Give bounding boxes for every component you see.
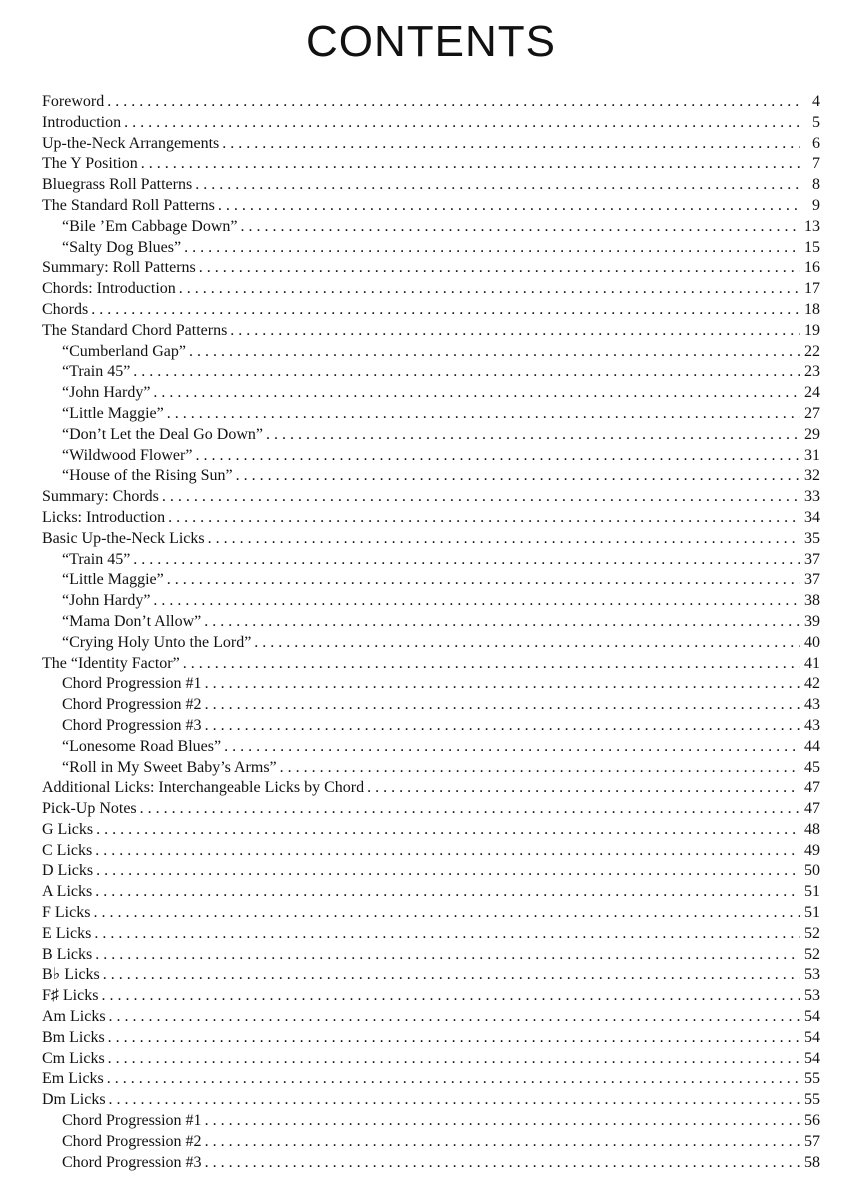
dot-leader — [167, 570, 800, 591]
toc-entry-page-number: 34 — [804, 508, 820, 526]
dot-leader — [183, 654, 800, 675]
toc-entry-page-number: 18 — [804, 300, 820, 318]
toc-entry — [42, 612, 820, 633]
toc-entry-label: Chords: Introduction — [42, 280, 176, 298]
toc-entry — [42, 196, 820, 217]
toc-entry — [42, 383, 820, 404]
toc-entry-label: Basic Up-the-Neck Licks — [42, 529, 205, 547]
toc-entry-label: F♯ Licks — [42, 987, 99, 1005]
toc-entry-page-number: 43 — [804, 716, 820, 734]
dot-leader — [236, 466, 800, 487]
toc-entry-page-number: 22 — [804, 342, 820, 360]
dot-leader — [254, 633, 800, 654]
dot-leader — [141, 154, 800, 175]
toc-entry-label: Chord Progression #3 — [62, 1153, 202, 1171]
toc-entry — [42, 1007, 820, 1028]
toc-entry-page-number: 6 — [812, 134, 820, 152]
toc-entry-page-number: 4 — [812, 93, 820, 110]
toc-entry — [42, 1049, 820, 1070]
toc-entry-page-number: 50 — [804, 862, 820, 880]
toc-entry — [42, 279, 820, 300]
toc-entry-label: “Wildwood Flower” — [62, 446, 193, 464]
toc-entry-label: “Bile ’Em Cabbage Down” — [62, 217, 238, 235]
dot-leader — [103, 965, 800, 986]
dot-leader — [204, 612, 800, 633]
toc-entry — [42, 446, 820, 467]
dot-leader — [195, 446, 800, 467]
toc-entry-page-number: 7 — [812, 155, 820, 173]
dot-leader — [184, 238, 800, 259]
toc-entry-page-number: 42 — [804, 675, 820, 693]
toc-entry — [42, 716, 820, 737]
toc-entry-page-number: 49 — [804, 841, 820, 859]
toc-entry-page-number: 17 — [804, 280, 820, 298]
page-title: CONTENTS — [306, 17, 556, 66]
toc-entry-label: “Little Maggie” — [62, 404, 164, 422]
toc-entry-page-number: 54 — [804, 1008, 820, 1026]
dot-leader — [205, 695, 800, 716]
toc-entry — [42, 1132, 820, 1153]
dot-leader — [107, 1069, 800, 1090]
toc-entry — [42, 175, 820, 196]
dot-leader — [107, 92, 800, 113]
dot-leader — [179, 279, 800, 300]
toc-entry-page-number: 27 — [804, 404, 820, 422]
toc-entry-page-number: 39 — [804, 612, 820, 630]
toc-entry — [42, 861, 820, 882]
toc-entry-page-number: 52 — [804, 924, 820, 942]
toc-entry — [42, 529, 820, 550]
toc-entry-page-number: 47 — [804, 800, 820, 818]
toc-entry — [42, 737, 820, 758]
toc-entry-label: B♭ Licks — [42, 966, 100, 984]
toc-entry-page-number: 54 — [804, 1049, 820, 1067]
table-of-contents — [42, 92, 820, 1173]
dot-leader — [224, 737, 800, 758]
dot-leader — [133, 362, 800, 383]
toc-entry-label: C Licks — [42, 841, 93, 859]
toc-entry-page-number: 24 — [804, 384, 820, 402]
toc-entry-page-number: 44 — [804, 737, 820, 755]
toc-entry — [42, 695, 820, 716]
dot-leader — [280, 758, 800, 779]
toc-entry-label: The Standard Roll Patterns — [42, 196, 215, 214]
toc-entry-page-number: 58 — [804, 1153, 820, 1171]
toc-entry-label: Bluegrass Roll Patterns — [42, 176, 193, 194]
dot-leader — [91, 300, 800, 321]
dot-leader — [199, 258, 800, 279]
toc-entry — [42, 466, 820, 487]
dot-leader — [94, 924, 800, 945]
toc-entry-label: Licks: Introduction — [42, 508, 166, 526]
toc-entry-page-number: 15 — [804, 238, 820, 256]
toc-entry — [42, 799, 820, 820]
toc-entry-label: Chord Progression #3 — [62, 716, 202, 734]
toc-entry-label: Chord Progression #1 — [62, 1112, 202, 1130]
dot-leader — [230, 321, 800, 342]
toc-entry — [42, 300, 820, 321]
dot-leader — [109, 1090, 800, 1111]
dot-leader — [108, 1049, 800, 1070]
dot-leader — [266, 425, 800, 446]
toc-entry-label: Bm Licks — [42, 1028, 105, 1046]
toc-entry — [42, 258, 820, 279]
dot-leader — [222, 134, 800, 155]
toc-entry-label: “Cumberland Gap” — [62, 342, 186, 360]
toc-entry — [42, 570, 820, 591]
toc-entry-page-number: 32 — [804, 467, 820, 485]
toc-entry — [42, 362, 820, 383]
toc-entry-label: Em Licks — [42, 1070, 104, 1088]
toc-entry-label: The Standard Chord Patterns — [42, 321, 228, 339]
toc-entry — [42, 1153, 820, 1174]
toc-entry-label: Introduction — [42, 113, 122, 131]
toc-entry-page-number: 35 — [804, 529, 820, 547]
dot-leader — [167, 404, 800, 425]
toc-entry — [42, 924, 820, 945]
toc-entry-label: “Train 45” — [62, 363, 131, 381]
toc-entry — [42, 1090, 820, 1111]
toc-entry — [42, 321, 820, 342]
toc-entry — [42, 945, 820, 966]
toc-entry-label: D Licks — [42, 862, 94, 880]
toc-entry-label: “Roll in My Sweet Baby’s Arms” — [62, 758, 277, 776]
toc-entry — [42, 217, 820, 238]
toc-entry-label: Chord Progression #2 — [62, 1132, 202, 1150]
dot-leader — [93, 903, 800, 924]
toc-entry — [42, 965, 820, 986]
toc-entry-label: Pick-Up Notes — [42, 800, 137, 818]
toc-entry — [42, 1069, 820, 1090]
dot-leader — [101, 986, 800, 1007]
dot-leader — [153, 591, 800, 612]
toc-entry — [42, 674, 820, 695]
toc-entry — [42, 1028, 820, 1049]
dot-leader — [96, 820, 800, 841]
toc-entry-label: “Little Maggie” — [62, 571, 164, 589]
toc-entry-label: Foreword — [42, 93, 105, 110]
dot-leader — [205, 674, 800, 695]
toc-entry-page-number: 51 — [804, 883, 820, 901]
toc-entry-label: Up-the-Neck Arrangements — [42, 134, 220, 152]
dot-leader — [108, 1028, 800, 1049]
dot-leader — [168, 508, 800, 529]
toc-entry-page-number: 53 — [804, 966, 820, 984]
toc-entry-label: A Licks — [42, 883, 93, 901]
toc-entry — [42, 92, 820, 113]
dot-leader — [195, 175, 800, 196]
dot-leader — [133, 550, 800, 571]
toc-entry-label: B Licks — [42, 945, 93, 963]
toc-entry-label: Chords — [42, 300, 89, 318]
toc-entry — [42, 591, 820, 612]
toc-entry-label: Additional Licks: Interchangeable Licks by Chord — [42, 779, 365, 797]
toc-entry-label: F Licks — [42, 904, 91, 922]
toc-entry — [42, 1111, 820, 1132]
toc-entry — [42, 654, 820, 675]
toc-entry-page-number: 19 — [804, 321, 820, 339]
dot-leader — [95, 882, 800, 903]
toc-entry-label: G Licks — [42, 820, 94, 838]
toc-entry — [42, 238, 820, 259]
toc-entry-page-number: 38 — [804, 592, 820, 610]
toc-entry-page-number: 54 — [804, 1028, 820, 1046]
toc-entry-label: “Mama Don’t Allow” — [62, 612, 202, 630]
toc-entry-page-number: 37 — [804, 550, 820, 568]
toc-entry-page-number: 53 — [804, 987, 820, 1005]
dot-leader — [367, 778, 800, 799]
toc-entry-page-number: 45 — [804, 758, 820, 776]
toc-entry-label: Am Licks — [42, 1008, 106, 1026]
toc-entry-label: “John Hardy” — [62, 384, 151, 402]
toc-entry-page-number: 43 — [804, 696, 820, 714]
toc-entry — [42, 508, 820, 529]
toc-entry-label: The “Identity Factor” — [42, 654, 180, 672]
toc-entry-page-number: 40 — [804, 633, 820, 651]
toc-entry-page-number: 5 — [812, 113, 820, 131]
toc-entry-label: “House of the Rising Sun” — [62, 467, 233, 485]
dot-leader — [241, 217, 801, 238]
toc-entry-page-number: 55 — [804, 1070, 820, 1088]
toc-entry-label: “Lonesome Road Blues” — [62, 737, 222, 755]
toc-entry-label: Cm Licks — [42, 1049, 105, 1067]
toc-entry-page-number: 37 — [804, 571, 820, 589]
toc-entry — [42, 820, 820, 841]
toc-entry — [42, 487, 820, 508]
toc-entry-page-number: 47 — [804, 779, 820, 797]
toc-entry-label: “John Hardy” — [62, 592, 151, 610]
toc-entry-page-number: 55 — [804, 1091, 820, 1109]
dot-leader — [109, 1007, 800, 1028]
dot-leader — [140, 799, 800, 820]
toc-entry-page-number: 48 — [804, 820, 820, 838]
dot-leader — [205, 1132, 800, 1153]
dot-leader — [124, 113, 800, 134]
dot-leader — [205, 716, 800, 737]
dot-leader — [95, 945, 800, 966]
toc-entry-page-number: 33 — [804, 488, 820, 506]
toc-entry-page-number: 57 — [804, 1132, 820, 1150]
toc-entry-label: E Licks — [42, 924, 92, 942]
toc-entry-label: Dm Licks — [42, 1091, 106, 1109]
dot-leader — [205, 1111, 800, 1132]
toc-entry-label: “Don’t Let the Deal Go Down” — [62, 425, 263, 443]
toc-entry-page-number: 9 — [812, 196, 820, 214]
toc-entry — [42, 425, 820, 446]
toc-entry — [42, 404, 820, 425]
toc-entry-label: “Train 45” — [62, 550, 131, 568]
toc-entry-page-number: 16 — [804, 259, 820, 277]
toc-entry — [42, 633, 820, 654]
toc-entry-page-number: 29 — [804, 425, 820, 443]
toc-entry-label: Summary: Chords — [42, 488, 159, 506]
toc-entry-label: Chord Progression #2 — [62, 696, 202, 714]
dot-leader — [208, 529, 800, 550]
toc-entry-label: Chord Progression #1 — [62, 675, 202, 693]
dot-leader — [189, 342, 800, 363]
toc-entry — [42, 342, 820, 363]
toc-entry-label: The Y Position — [42, 155, 138, 173]
toc-entry — [42, 758, 820, 779]
dot-leader — [96, 861, 800, 882]
toc-entry — [42, 134, 820, 155]
toc-entry — [42, 986, 820, 1007]
toc-entry — [42, 550, 820, 571]
toc-entry-label: Summary: Roll Patterns — [42, 259, 196, 277]
toc-entry-page-number: 41 — [804, 654, 820, 672]
toc-entry — [42, 113, 820, 134]
toc-entry — [42, 882, 820, 903]
dot-leader — [205, 1153, 800, 1174]
toc-entry-label: “Crying Holy Unto the Lord” — [62, 633, 252, 651]
toc-entry-page-number: 51 — [804, 904, 820, 922]
toc-entry — [42, 841, 820, 862]
dot-leader — [218, 196, 800, 217]
dot-leader — [162, 487, 800, 508]
toc-entry-page-number: 8 — [812, 176, 820, 194]
toc-entry-page-number: 23 — [804, 363, 820, 381]
toc-entry-page-number: 13 — [804, 217, 820, 235]
toc-entry-page-number: 31 — [804, 446, 820, 464]
toc-entry-page-number: 52 — [804, 945, 820, 963]
toc-entry — [42, 154, 820, 175]
dot-leader — [95, 841, 800, 862]
toc-entry-page-number: 56 — [804, 1112, 820, 1130]
dot-leader — [153, 383, 800, 404]
toc-entry — [42, 903, 820, 924]
toc-entry-label: “Salty Dog Blues” — [62, 238, 182, 256]
toc-entry — [42, 778, 820, 799]
